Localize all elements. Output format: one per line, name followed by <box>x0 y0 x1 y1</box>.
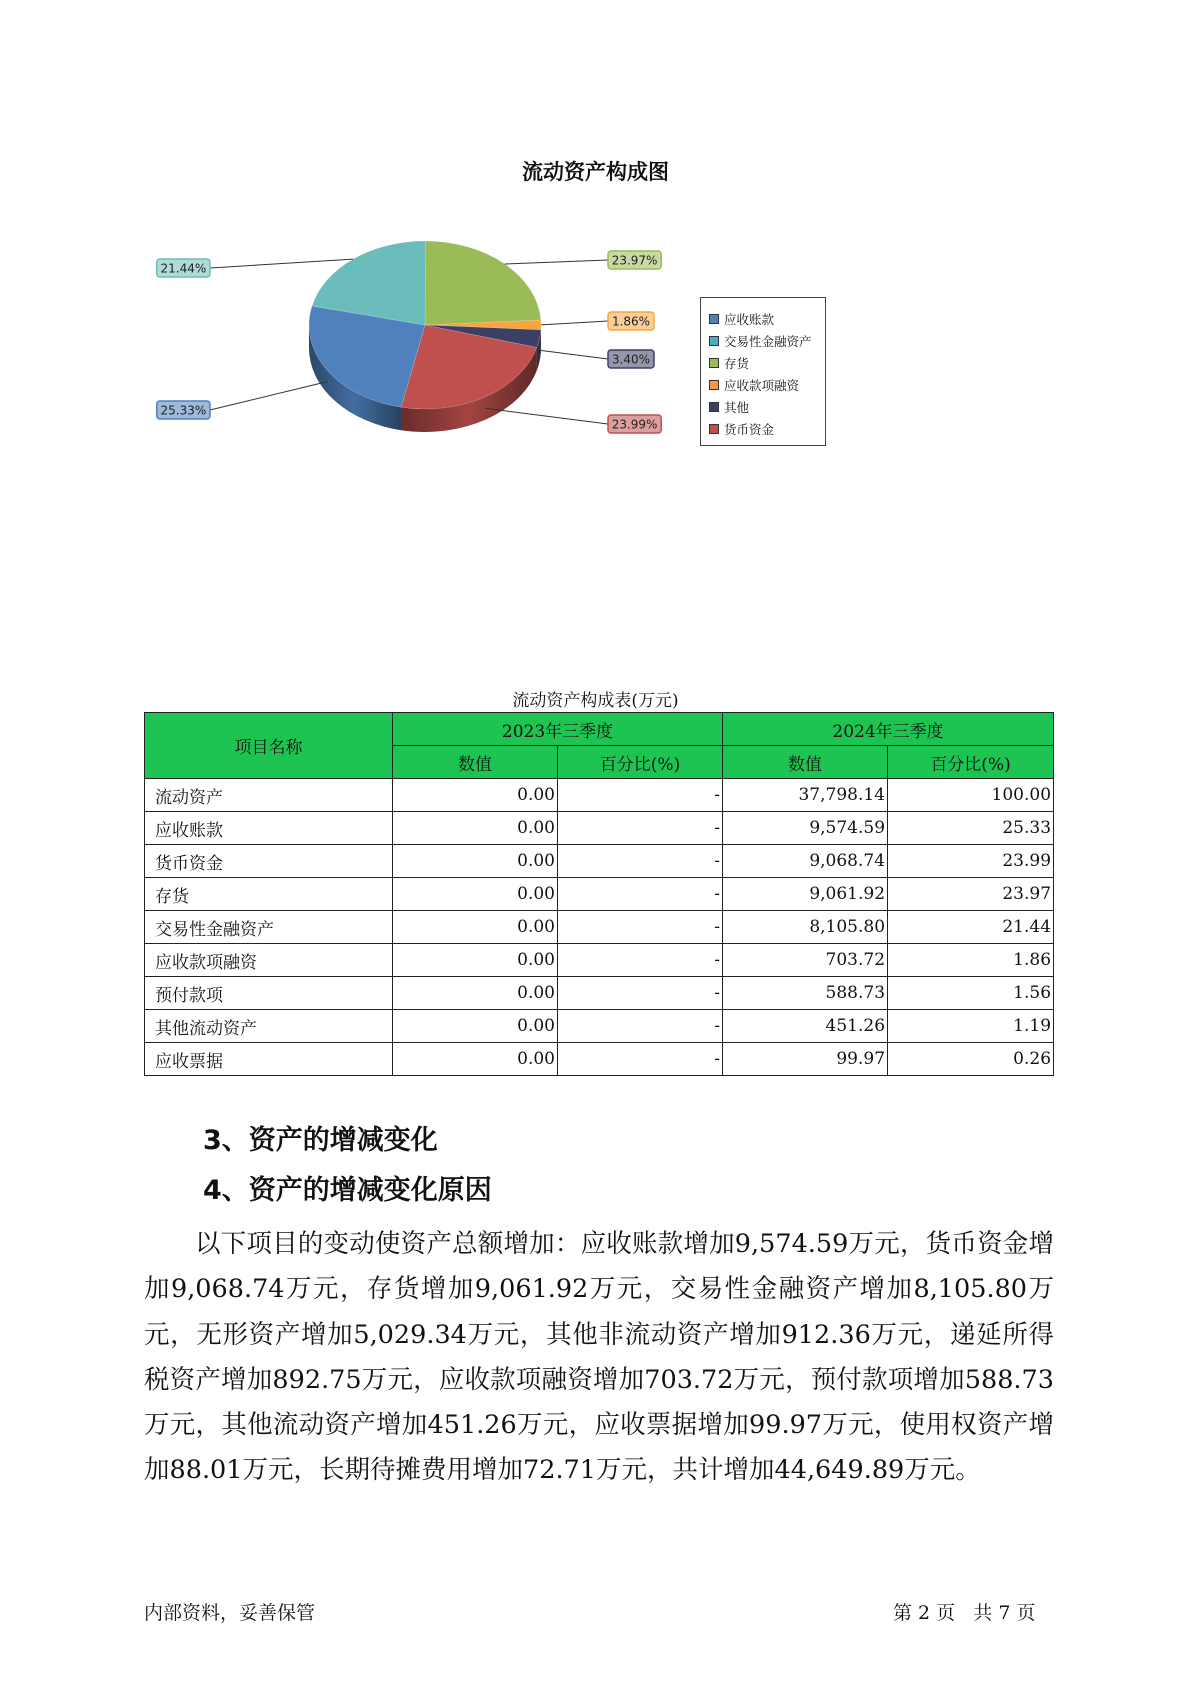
row-percent-2023: - <box>558 878 723 911</box>
row-name: 应收票据 <box>145 1043 393 1076</box>
header-percent: 百分比(%) <box>888 746 1054 779</box>
row-name: 存货 <box>145 878 393 911</box>
row-value-2024: 37,798.14 <box>723 779 888 812</box>
row-value-2023: 0.00 <box>393 845 558 878</box>
legend-label: 其他 <box>724 400 750 415</box>
header-value: 数值 <box>393 746 558 779</box>
pie-data-label: 21.44% <box>160 261 207 276</box>
pie-data-label: 23.97% <box>611 253 658 268</box>
pie-leader-line <box>541 321 608 325</box>
pie-data-label: 1.86% <box>611 314 651 329</box>
table-row <box>145 911 1054 944</box>
row-percent-2024: 1.56 <box>888 977 1054 1010</box>
row-percent-2023: - <box>558 812 723 845</box>
table-caption: 流动资产构成表(万元) <box>512 691 679 711</box>
table-row <box>145 944 1054 977</box>
legend-label: 存货 <box>724 356 750 371</box>
row-value-2023: 0.00 <box>393 1010 558 1043</box>
row-percent-2024: 21.44 <box>888 911 1054 944</box>
table-row <box>145 812 1054 845</box>
row-percent-2023: - <box>558 977 723 1010</box>
legend-swatch <box>709 358 719 368</box>
row-percent-2024: 25.33 <box>888 812 1054 845</box>
row-name: 应收款项融资 <box>145 944 393 977</box>
legend-swatch <box>709 336 719 346</box>
row-percent-2024: 100.00 <box>888 779 1054 812</box>
row-value-2024: 99.97 <box>723 1043 888 1076</box>
legend-item <box>709 330 825 352</box>
row-value-2024: 9,061.92 <box>723 878 888 911</box>
row-value-2024: 9,068.74 <box>723 845 888 878</box>
footer-confidential-note: 内部资料，妥善保管 <box>144 1602 316 1624</box>
legend-item <box>709 352 825 374</box>
table-row <box>145 845 1054 878</box>
row-value-2024: 8,105.80 <box>723 911 888 944</box>
pie-leader-line <box>210 382 327 410</box>
row-value-2023: 0.00 <box>393 911 558 944</box>
row-value-2024: 9,574.59 <box>723 812 888 845</box>
header-item-name: 项目名称 <box>145 713 393 779</box>
row-percent-2023: - <box>558 845 723 878</box>
chart-title: 流动资产构成图 <box>522 160 669 184</box>
header-percent: 百分比(%) <box>558 746 723 779</box>
legend-item <box>709 396 825 418</box>
table-row <box>145 1043 1054 1076</box>
row-name: 其他流动资产 <box>145 1010 393 1043</box>
table-row <box>145 779 1054 812</box>
row-name: 流动资产 <box>145 779 393 812</box>
table-row <box>145 878 1054 911</box>
row-name: 交易性金融资产 <box>145 911 393 944</box>
analysis-paragraph: 以下项目的变动使资产总额增加：应收账款增加9,574.59万元，货币资金增加9,068.74万元，存货增加9,061.92万元，交易性金融资产增加8,105.80万元，无形资产增加5,029.34万元，其他非流动资产增加912.36万元，递延所得税资产增加892.75万元，应收款项融资增加703.72万元，预付款项增加588.73万元，其他流动资产增加451.26万元，应收票据增加99.97万元，使用权资产增加88.01万元，长期待摊费用增加72.71万元，共计增加44,649.89万元。 <box>144 1229 1054 1486</box>
row-percent-2024: 23.97 <box>888 878 1054 911</box>
chart-legend <box>700 297 826 446</box>
row-value-2023: 0.00 <box>393 1043 558 1076</box>
footer-page-number: 第 2 页 共 7 页 <box>893 1602 1036 1624</box>
row-value-2023: 0.00 <box>393 812 558 845</box>
legend-item <box>709 308 825 330</box>
legend-swatch <box>709 380 719 390</box>
pie-data-label: 25.33% <box>160 403 207 418</box>
current-assets-table <box>144 712 1054 1076</box>
legend-item <box>709 418 825 440</box>
row-percent-2023: - <box>558 1043 723 1076</box>
legend-label: 货币资金 <box>724 422 775 437</box>
row-value-2023: 0.00 <box>393 977 558 1010</box>
pie-leader-line <box>210 259 353 268</box>
row-value-2024: 451.26 <box>723 1010 888 1043</box>
legend-swatch <box>709 314 719 324</box>
row-percent-2023: - <box>558 911 723 944</box>
pie-data-label: 3.40% <box>611 352 651 367</box>
row-value-2023: 0.00 <box>393 878 558 911</box>
header-period-2024: 2024年三季度 <box>723 713 1054 746</box>
legend-swatch <box>709 402 719 412</box>
pie-data-label: 23.99% <box>611 417 658 432</box>
row-percent-2023: - <box>558 779 723 812</box>
row-name: 应收账款 <box>145 812 393 845</box>
row-percent-2024: 1.86 <box>888 944 1054 977</box>
table-header-row <box>145 713 1054 746</box>
pie-chart <box>0 0 1191 480</box>
table-row <box>145 977 1054 1010</box>
row-percent-2024: 0.26 <box>888 1043 1054 1076</box>
header-period-2023: 2023年三季度 <box>393 713 723 746</box>
row-value-2023: 0.00 <box>393 779 558 812</box>
legend-label: 交易性金融资产 <box>724 334 812 349</box>
section-3-heading: 3、资产的增减变化 <box>203 1125 438 1156</box>
header-value: 数值 <box>723 746 888 779</box>
row-value-2023: 0.00 <box>393 944 558 977</box>
row-percent-2024: 1.19 <box>888 1010 1054 1043</box>
row-name: 预付款项 <box>145 977 393 1010</box>
pie-leader-line <box>505 260 608 264</box>
row-percent-2024: 23.99 <box>888 845 1054 878</box>
pie-top <box>309 241 541 409</box>
legend-swatch <box>709 424 719 434</box>
section-4-heading: 4、资产的增减变化原因 <box>203 1175 492 1206</box>
row-name: 货币资金 <box>145 845 393 878</box>
pie-leader-line <box>485 408 608 424</box>
row-value-2024: 703.72 <box>723 944 888 977</box>
row-value-2024: 588.73 <box>723 977 888 1010</box>
pie-leader-line <box>539 350 608 359</box>
row-percent-2023: - <box>558 1010 723 1043</box>
row-percent-2023: - <box>558 944 723 977</box>
legend-label: 应收款项融资 <box>724 378 800 393</box>
legend-label: 应收账款 <box>724 312 775 327</box>
table-row <box>145 1010 1054 1043</box>
pie-slice <box>425 241 541 325</box>
legend-item <box>709 374 825 396</box>
